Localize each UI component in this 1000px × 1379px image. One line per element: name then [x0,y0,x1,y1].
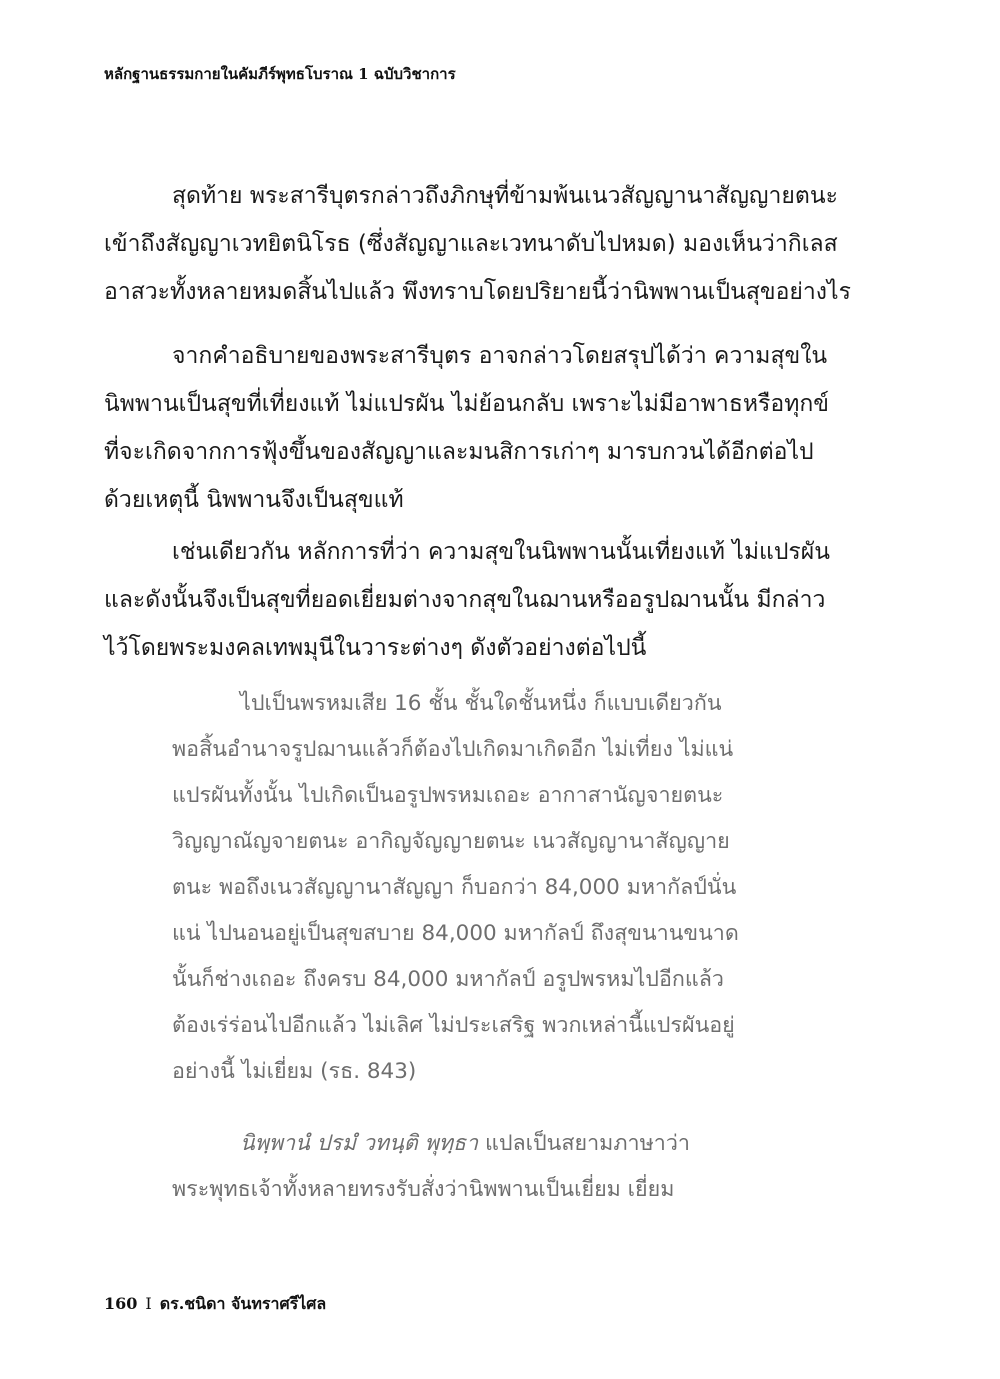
quote-line: ต้องเร่ร่อนไปอีกแล้ว ไม่เลิศ ไม่ประเสริฐ พวกเหล่านี้แปรผันอยู่ [172,1013,735,1038]
footer-separator: I [145,1294,152,1313]
paragraph-line: ที่จะเกิดจากการฟุ้งขึ้นของสัญญาและมนสิการเก่าๆ มารบกวนได้อีกต่อไป [104,439,814,465]
page-number: 160 [104,1294,138,1313]
paragraph-line: ไว้โดยพระมงคลเทพมุนีในวาระต่างๆ ดังตัวอย่างต่อไปนี้ [104,635,647,661]
paragraph-line: จากคำอธิบายของพระสารีบุตร อาจกล่าวโดยสรุปได้ว่า ความสุขใน [172,343,828,369]
translation-intro: แปลเป็นสยามภาษาว่า [484,1131,690,1156]
quote-line: ตนะ พอถึงเนวสัญญานาสัญญา ก็บอกว่า 84,000 มหากัลป์นั่น [172,875,737,900]
quote-line: พอสิ้นอำนาจรูปฌานแล้วก็ต้องไปเกิดมาเกิดอีก ไม่เที่ยง ไม่แน่ [172,737,734,762]
quote-line: แปรผันทั้งนั้น ไปเกิดเป็นอรูปพรหมเถอะ อากาสานัญจายตนะ [172,783,724,808]
paragraph-line: เช่นเดียวกัน หลักการที่ว่า ความสุขในนิพพานนั้นเที่ยงแท้ ไม่แปรผัน [172,539,830,565]
quote-line: แน่ ไปนอนอยู่เป็นสุขสบาย 84,000 มหากัลป์ ถึงสุขนานขนาด [172,921,739,946]
author-name: ดร.ชนิดา จันทราศรีไศล [159,1294,327,1313]
block-quote [172,681,794,1095]
quote-line: อย่างนี้ ไม่เยี่ยม (รธ. 843) [172,1059,417,1084]
paragraph-line: ด้วยเหตุนี้ นิพพานจึงเป็นสุขแท้ [104,487,404,513]
quote-line: ไปเป็นพรหมเสีย 16 ชั้น ชั้นใดชั้นหนึ่ง ก็แบบเดียวกัน [240,691,722,716]
paragraph-2 [104,332,864,524]
closing-line-1 [172,1121,794,1167]
quote-line: นั้นก็ช่างเถอะ ถึงครบ 84,000 มหากัลป์ อรูปพรหมไปอีกแล้ว [172,967,724,992]
pali-phrase: นิพฺพานํ ปรมํ วทนฺติ พุทฺธา [240,1131,479,1156]
paragraph-3 [104,528,864,672]
closing-line-2: พระพุทธเจ้าทั้งหลายทรงรับสั่งว่านิพพานเป็นเยี่ยม เยี่ยม [172,1177,675,1202]
running-header: หลักฐานธรรมกายในคัมภีร์พุทธโบราณ 1 ฉบับวิชาการ [104,65,456,83]
quote-line: วิญญาณัญจายตนะ อากิญจัญญายตนะ เนวสัญญานาสัญญาย [172,829,730,854]
page-footer [104,1292,326,1317]
paragraph-line: และดังนั้นจึงเป็นสุขที่ยอดเยี่ยมต่างจากสุขในฌานหรืออรูปฌานนั้น มีกล่าว [104,587,826,613]
paragraph-line: สุดท้าย พระสารีบุตรกล่าวถึงภิกษุที่ข้ามพ้นเนวสัญญานาสัญญายตนะ [172,183,838,209]
paragraph-line: อาสวะทั้งหลายหมดสิ้นไปแล้ว พึงทราบโดยปริยายนี้ว่านิพพานเป็นสุขอย่างไร [104,279,851,305]
paragraph-line: เข้าถึงสัญญาเวทยิตนิโรธ (ซึ่งสัญญาและเวทนาดับไปหมด) มองเห็นว่ากิเลส [104,231,838,257]
paragraph-1 [104,172,864,316]
closing-paragraph [172,1121,794,1213]
paragraph-line: นิพพานเป็นสุขที่เที่ยงแท้ ไม่แปรผัน ไม่ย้อนกลับ เพราะไม่มีอาพาธหรือทุกข์ [104,391,830,417]
